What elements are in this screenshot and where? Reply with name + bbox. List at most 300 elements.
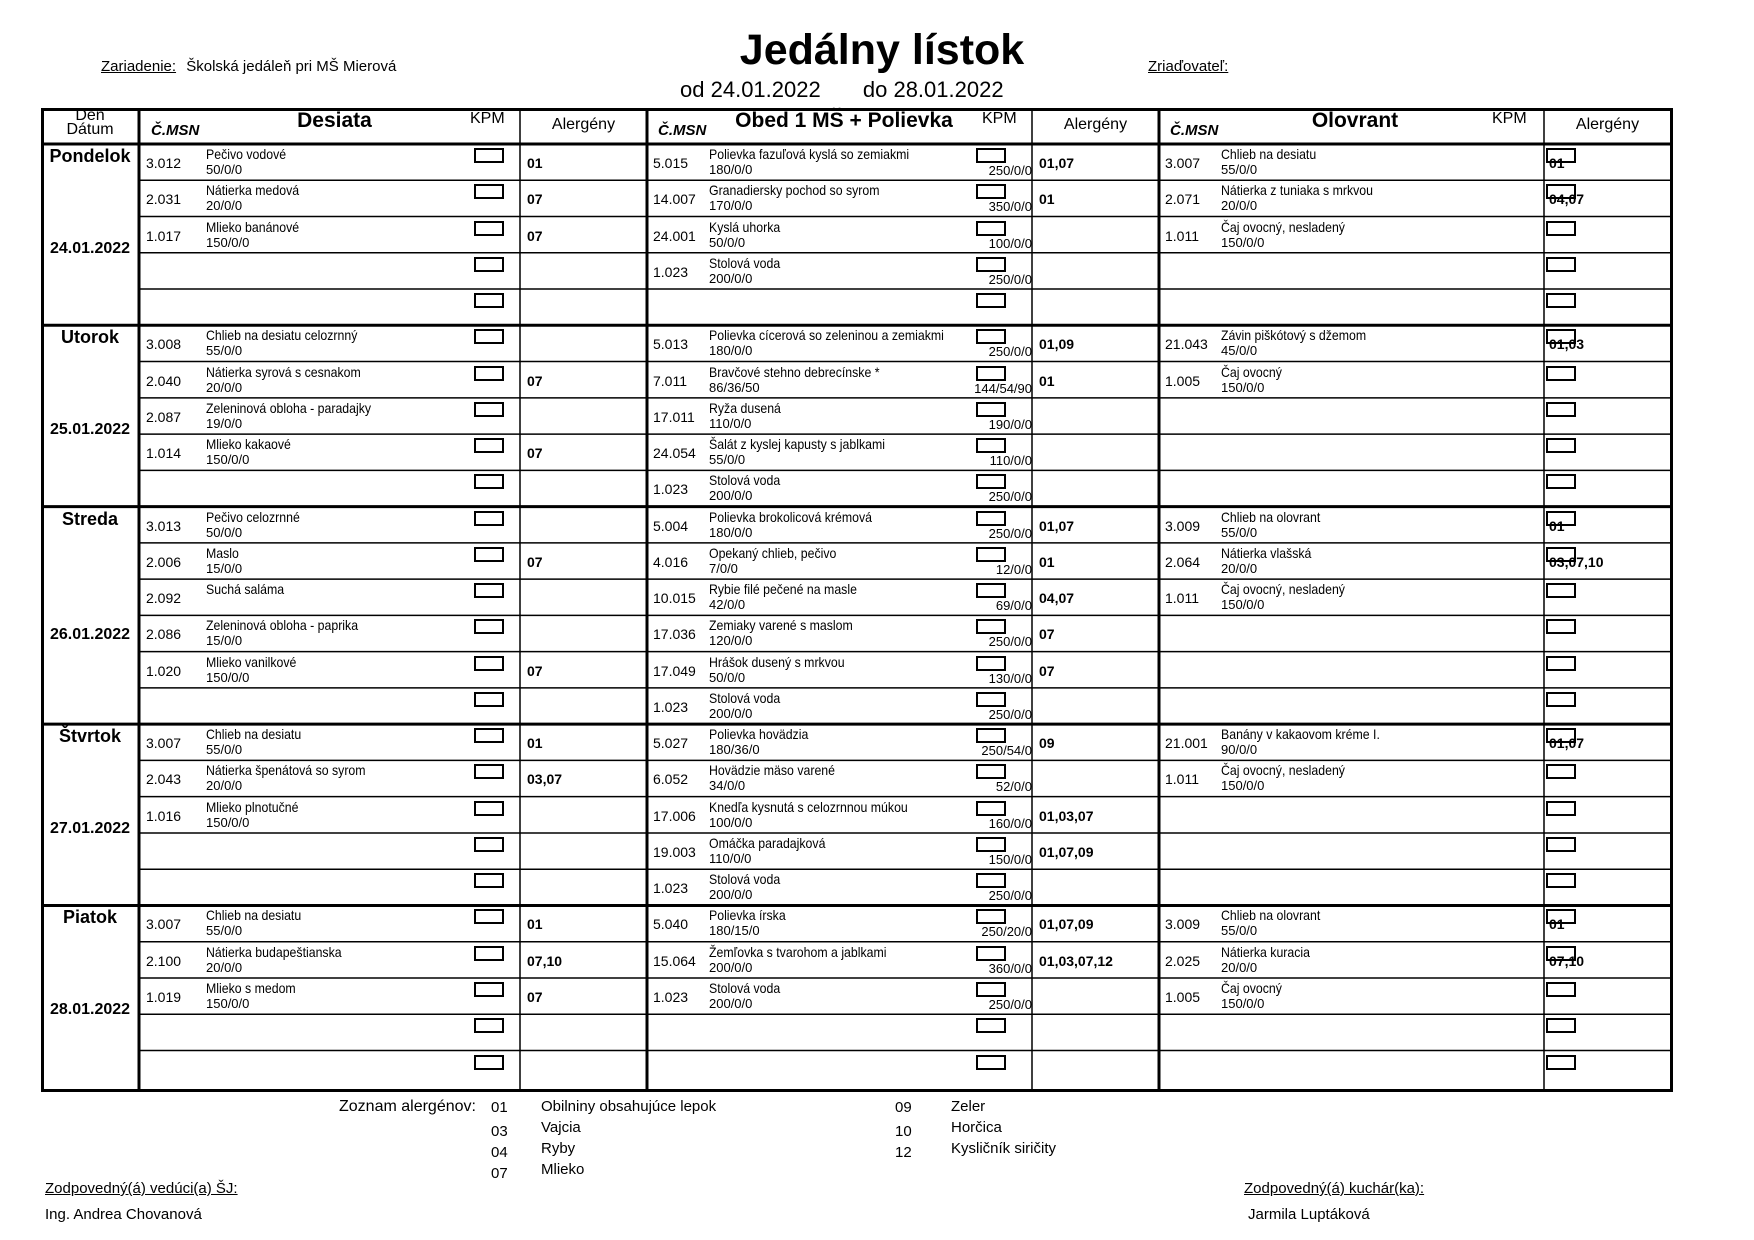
obed-item-portion-large: 250/20/0 xyxy=(981,924,1032,940)
obed-item-name: Stolová voda xyxy=(709,689,781,706)
header-obed-title: Obed 1 MŠ + Polievka xyxy=(735,109,953,132)
olovrant-item-allergens: 04,07 xyxy=(1549,191,1585,208)
obed-item-portion: 180/0/0 xyxy=(709,162,753,177)
obed-item-name: Polievka fazuľová kyslá so zemiakmi xyxy=(709,146,910,162)
facility-value: Školská jedáleň pri MŠ Mierová xyxy=(186,58,397,75)
desiata-kpm-checkbox[interactable] xyxy=(474,837,504,852)
obed-item-allergens: 07 xyxy=(1039,626,1055,643)
olovrant-item-allergens: 01 xyxy=(1549,155,1565,171)
obed-kpm-checkbox[interactable] xyxy=(976,909,1006,924)
desiata-item-allergens: 03,07 xyxy=(527,771,563,788)
obed-item-portion-large: 250/0/0 xyxy=(988,163,1032,178)
allergen-name: Ryby xyxy=(541,1140,576,1157)
obed-item-portion-large: 250/0/0 xyxy=(988,489,1032,505)
desiata-kpm-checkbox[interactable] xyxy=(474,148,504,163)
header-kpm-olovrant: KPM xyxy=(1492,110,1527,127)
desiata-msn-code: 2.086 xyxy=(146,626,182,643)
allergen-legend-label: Zoznam alergénov: xyxy=(339,1098,476,1115)
desiata-kpm-checkbox[interactable] xyxy=(474,656,504,671)
to-date: 28.01.2022 xyxy=(893,77,1004,102)
desiata-kpm-checkbox[interactable] xyxy=(474,982,504,997)
olovrant-item-portion: 150/0/0 xyxy=(1221,234,1265,250)
olovrant-kpm-checkbox[interactable] xyxy=(1546,184,1576,199)
obed-msn-code: 1.023 xyxy=(653,698,689,715)
olovrant-msn-code: 1.011 xyxy=(1165,771,1199,788)
desiata-item-portion: 150/0/0 xyxy=(206,814,250,830)
obed-msn-code: 1.023 xyxy=(653,263,689,280)
desiata-kpm-checkbox[interactable] xyxy=(474,764,504,779)
header-olovrant-title: Olovrant xyxy=(1311,109,1399,132)
obed-msn-code: 1.023 xyxy=(653,481,689,498)
olovrant-item-name: Nátierka vlašská xyxy=(1221,544,1312,561)
day-date: 27.01.2022 xyxy=(49,819,131,837)
desiata-item-allergens: 07,10 xyxy=(527,952,563,969)
obed-item-portion-large: 250/0/0 xyxy=(988,271,1032,287)
obed-item-name: Stolová voda xyxy=(709,979,781,996)
day-name: Štvrtok xyxy=(58,726,121,747)
desiata-item-portion: 55/0/0 xyxy=(206,923,243,939)
obed-item-portion-large: 360/0/0 xyxy=(988,960,1032,976)
desiata-msn-code: 1.020 xyxy=(146,662,182,679)
olovrant-item-portion: 20/0/0 xyxy=(1221,959,1258,975)
obed-msn-code: 5.027 xyxy=(653,735,689,752)
desiata-msn-code: 3.012 xyxy=(146,155,182,171)
obed-kpm-checkbox[interactable] xyxy=(976,982,1006,997)
obed-kpm-checkbox[interactable] xyxy=(976,692,1006,707)
desiata-item-name: Pečivo celozrnné xyxy=(206,508,300,525)
obed-item-portion: 200/0/0 xyxy=(709,887,753,903)
obed-item-portion-large: 100/0/0 xyxy=(988,235,1032,251)
allergen-name: Horčica xyxy=(951,1119,1002,1136)
header-allergens-obed: Alergény xyxy=(1063,116,1128,133)
header-kpm-obed: KPM xyxy=(982,110,1017,127)
desiata-item-allergens: 01 xyxy=(527,155,543,171)
desiata-msn-code: 2.031 xyxy=(146,191,182,208)
header-msn-olovrant: Č.MSN xyxy=(1170,122,1219,139)
olovrant-item-portion: 150/0/0 xyxy=(1221,995,1265,1011)
obed-msn-code: 17.036 xyxy=(653,626,696,643)
obed-kpm-checkbox[interactable] xyxy=(976,511,1006,526)
olovrant-msn-code: 1.005 xyxy=(1165,372,1201,389)
obed-item-name: Omáčka paradajková xyxy=(709,834,826,851)
desiata-item-portion: 19/0/0 xyxy=(206,415,243,431)
olovrant-msn-code: 1.011 xyxy=(1165,227,1199,244)
olovrant-item-allergens: 01 xyxy=(1549,517,1565,534)
desiata-kpm-checkbox[interactable] xyxy=(474,438,504,453)
desiata-kpm-checkbox[interactable] xyxy=(474,184,504,199)
obed-kpm-checkbox[interactable] xyxy=(976,257,1006,272)
obed-item-portion: 34/0/0 xyxy=(709,778,746,794)
obed-kpm-checkbox[interactable] xyxy=(976,764,1006,779)
desiata-msn-code: 3.008 xyxy=(146,336,182,353)
obed-kpm-checkbox[interactable] xyxy=(976,547,1006,562)
day-name: Pondelok xyxy=(49,146,131,166)
desiata-item-name: Nátierka medová xyxy=(206,182,300,199)
desiata-item-name: Chlieb na desiatu celozrnný xyxy=(206,327,358,344)
obed-item-name: Polievka brokolicová krémová xyxy=(709,508,872,525)
desiata-item-name: Zeleninová obloha - paprika xyxy=(206,617,359,634)
obed-kpm-checkbox[interactable] xyxy=(976,474,1006,489)
desiata-item-allergens: 01 xyxy=(527,735,543,752)
olovrant-kpm-checkbox[interactable] xyxy=(1546,329,1576,344)
obed-item-name: Opekaný chlieb, pečivo xyxy=(709,544,837,561)
allergen-code: 09 xyxy=(895,1099,912,1116)
obed-msn-code: 5.013 xyxy=(653,336,689,353)
obed-kpm-checkbox[interactable] xyxy=(976,728,1006,743)
desiata-item-portion: 20/0/0 xyxy=(206,959,243,975)
obed-item-name: Žemľovka s tvarohom a jablkami xyxy=(709,943,887,960)
obed-msn-code: 15.064 xyxy=(653,952,696,969)
olovrant-item-portion: 55/0/0 xyxy=(1221,162,1258,177)
obed-item-name: Bravčové stehno debrecínske * xyxy=(709,363,880,380)
obed-item-portion: 110/0/0 xyxy=(709,415,752,431)
obed-kpm-checkbox[interactable] xyxy=(976,801,1006,816)
obed-kpm-checkbox[interactable] xyxy=(976,366,1006,381)
date-range xyxy=(680,77,1004,103)
obed-item-portion: 50/0/0 xyxy=(709,669,746,685)
olovrant-kpm-checkbox[interactable] xyxy=(1546,366,1576,381)
obed-item-portion-large: 12/0/0 xyxy=(995,561,1032,577)
obed-kpm-checkbox[interactable] xyxy=(976,656,1006,671)
olovrant-kpm-checkbox[interactable] xyxy=(1546,583,1576,598)
obed-item-allergens: 01,07 xyxy=(1039,517,1075,534)
olovrant-kpm-checkbox[interactable] xyxy=(1546,909,1576,924)
desiata-msn-code: 2.087 xyxy=(146,408,182,425)
obed-item-name: Hovädzie mäso varené xyxy=(709,762,836,779)
olovrant-kpm-checkbox[interactable] xyxy=(1546,692,1576,707)
obed-item-portion-large: 250/0/0 xyxy=(988,344,1032,360)
olovrant-kpm-checkbox[interactable] xyxy=(1546,982,1576,997)
allergen-code: 07 xyxy=(491,1165,508,1182)
obed-item-portion: 50/0/0 xyxy=(709,234,746,250)
desiata-msn-code: 3.007 xyxy=(146,735,182,752)
obed-item-allergens: 01,03,07 xyxy=(1039,807,1094,824)
allergen-code: 10 xyxy=(895,1123,912,1140)
desiata-item-portion: 15/0/0 xyxy=(206,633,243,649)
header-date-label: Dátum xyxy=(66,121,114,138)
olovrant-kpm-checkbox[interactable] xyxy=(1546,438,1576,453)
olovrant-msn-code: 3.009 xyxy=(1165,916,1201,933)
desiata-item-name: Chlieb na desiatu xyxy=(206,907,302,924)
allergen-name: Obilniny obsahujúce lepok xyxy=(541,1098,717,1115)
header-allergens-desiata: Alergény xyxy=(551,116,616,133)
allergen-name: Zeler xyxy=(951,1098,986,1115)
to-label: do xyxy=(862,77,888,102)
obed-item-portion-large: 250/0/0 xyxy=(988,525,1032,541)
obed-item-name: Zemiaky varené s maslom xyxy=(709,617,853,634)
olovrant-item-allergens: 03,07,10 xyxy=(1549,553,1604,570)
olovrant-kpm-checkbox[interactable] xyxy=(1546,474,1576,489)
olovrant-msn-code: 21.043 xyxy=(1165,336,1208,353)
olovrant-msn-code: 3.009 xyxy=(1165,517,1201,534)
desiata-kpm-checkbox[interactable] xyxy=(474,1055,504,1070)
allergen-code: 03 xyxy=(491,1123,508,1140)
olovrant-item-name: Nátierka kuracia xyxy=(1221,943,1311,960)
desiata-kpm-checkbox[interactable] xyxy=(474,619,504,634)
header-allergens-olovrant: Alergény xyxy=(1575,116,1640,133)
olovrant-kpm-checkbox[interactable] xyxy=(1546,1055,1576,1070)
obed-kpm-checkbox[interactable] xyxy=(976,184,1006,199)
obed-msn-code: 5.004 xyxy=(653,517,689,534)
desiata-item-name: Nátierka syrová s cesnakom xyxy=(206,363,361,380)
desiata-item-allergens: 07 xyxy=(527,191,543,208)
obed-item-name: Polievka hovädzia xyxy=(709,726,809,743)
obed-kpm-checkbox[interactable] xyxy=(976,583,1006,598)
olovrant-item-portion: 20/0/0 xyxy=(1221,560,1258,576)
obed-item-name: Ryža dusená xyxy=(709,399,781,416)
obed-msn-code: 17.011 xyxy=(653,408,695,425)
obed-item-allergens: 01,07,09 xyxy=(1039,843,1094,860)
olovrant-item-name: Chlieb na olovrant xyxy=(1221,907,1321,924)
olovrant-item-portion: 90/0/0 xyxy=(1221,742,1258,758)
desiata-item-portion: 50/0/0 xyxy=(206,162,243,177)
obed-kpm-checkbox[interactable] xyxy=(976,438,1006,453)
header-msn-desiata: Č.MSN xyxy=(151,122,200,139)
olovrant-kpm-checkbox[interactable] xyxy=(1546,293,1576,308)
obed-kpm-checkbox[interactable] xyxy=(976,402,1006,417)
obed-kpm-checkbox[interactable] xyxy=(976,221,1006,236)
obed-item-portion-large: 250/0/0 xyxy=(988,996,1032,1012)
olovrant-kpm-checkbox[interactable] xyxy=(1546,946,1576,961)
obed-msn-code: 7.011 xyxy=(653,372,687,389)
desiata-kpm-checkbox[interactable] xyxy=(474,692,504,707)
olovrant-item-portion: 150/0/0 xyxy=(1221,379,1265,395)
header-kpm-desiata: KPM xyxy=(470,110,505,127)
obed-item-portion-large: 250/54/0 xyxy=(981,743,1032,759)
desiata-msn-code: 1.017 xyxy=(146,227,182,244)
obed-item-portion-large: 190/0/0 xyxy=(988,416,1032,432)
desiata-kpm-checkbox[interactable] xyxy=(474,801,504,816)
olovrant-kpm-checkbox[interactable] xyxy=(1546,728,1576,743)
founder-label: Zriaďovateľ: xyxy=(1148,58,1229,75)
day-name: Utorok xyxy=(61,327,119,348)
obed-item-portion: 180/0/0 xyxy=(709,524,753,540)
desiata-item-allergens: 01 xyxy=(527,916,543,933)
day-name: Streda xyxy=(61,508,119,529)
obed-item-name: Šalát z kyslej kapusty s jablkami xyxy=(709,436,885,453)
olovrant-kpm-checkbox[interactable] xyxy=(1546,873,1576,888)
desiata-kpm-checkbox[interactable] xyxy=(474,1018,504,1033)
desiata-kpm-checkbox[interactable] xyxy=(474,909,504,924)
olovrant-kpm-checkbox[interactable] xyxy=(1546,148,1576,163)
obed-item-name: Stolová voda xyxy=(709,871,781,888)
obed-kpm-checkbox[interactable] xyxy=(976,946,1006,961)
desiata-msn-code: 1.014 xyxy=(146,445,182,462)
olovrant-kpm-checkbox[interactable] xyxy=(1546,656,1576,671)
obed-msn-code: 14.007 xyxy=(653,191,696,208)
obed-msn-code: 5.015 xyxy=(653,155,689,171)
obed-item-portion-large: 110/0/0 xyxy=(989,453,1032,469)
olovrant-item-name: Čaj ovocný xyxy=(1221,363,1282,380)
desiata-item-name: Mlieko banánové xyxy=(206,218,300,235)
olovrant-msn-code: 1.005 xyxy=(1165,988,1201,1005)
obed-kpm-checkbox[interactable] xyxy=(976,837,1006,852)
obed-item-portion-large: 250/0/0 xyxy=(988,888,1032,904)
desiata-item-name: Nátierka špenátová so syrom xyxy=(206,762,366,779)
obed-item-allergens: 04,07 xyxy=(1039,590,1075,607)
page-title: Jedálny lístok xyxy=(739,26,1025,74)
obed-item-name: Polievka cícerová so zeleninou a zemiakmi xyxy=(709,327,944,344)
obed-item-allergens: 07 xyxy=(1039,662,1055,679)
allergen-name: Mlieko xyxy=(541,1161,585,1178)
desiata-item-portion: 15/0/0 xyxy=(206,560,243,576)
desiata-item-name: Chlieb na desiatu xyxy=(206,726,302,743)
obed-item-allergens: 01,07,09 xyxy=(1039,916,1094,933)
olovrant-item-name: Závin piškótový s džemom xyxy=(1221,327,1367,344)
obed-item-portion-large: 250/0/0 xyxy=(988,706,1032,722)
olovrant-item-name: Banány v kakaovom kréme I. xyxy=(1221,726,1380,743)
obed-item-portion: 200/0/0 xyxy=(709,488,753,504)
facility-label: Zariadenie: xyxy=(101,58,177,75)
obed-item-portion-large: 144/54/90 xyxy=(974,380,1032,396)
desiata-item-portion: 150/0/0 xyxy=(206,452,250,468)
olovrant-kpm-checkbox[interactable] xyxy=(1546,837,1576,852)
obed-item-allergens: 01 xyxy=(1039,191,1055,208)
desiata-item-name: Mlieko kakaové xyxy=(206,436,291,453)
allergen-name: Kysličník siričity xyxy=(951,1140,1057,1157)
olovrant-item-allergens: 01,07 xyxy=(1549,735,1585,752)
desiata-item-allergens: 07 xyxy=(527,988,543,1005)
olovrant-item-name: Chlieb na desiatu xyxy=(1221,146,1317,162)
desiata-msn-code: 3.013 xyxy=(146,517,182,534)
allergen-code: 12 xyxy=(895,1144,912,1161)
desiata-item-portion: 50/0/0 xyxy=(206,524,243,540)
obed-item-portion: 86/36/50 xyxy=(709,379,760,395)
obed-kpm-checkbox[interactable] xyxy=(976,293,1006,308)
from-date: 24.01.2022 xyxy=(710,77,821,102)
desiata-msn-code: 2.043 xyxy=(146,771,182,788)
obed-item-portion: 200/0/0 xyxy=(709,995,753,1011)
desiata-item-name: Zeleninová obloha - paradajky xyxy=(206,399,372,416)
desiata-item-name: Mlieko vanilkové xyxy=(206,653,297,670)
obed-item-name: Stolová voda xyxy=(709,472,781,489)
day-date: 25.01.2022 xyxy=(49,420,131,438)
obed-msn-code: 10.015 xyxy=(653,590,696,607)
header-day-label: Deň xyxy=(75,107,105,124)
olovrant-item-name: Čaj ovocný, nesladený xyxy=(1221,218,1345,235)
day-date: 24.01.2022 xyxy=(49,239,131,257)
obed-item-portion: 200/0/0 xyxy=(709,270,753,286)
obed-msn-code: 6.052 xyxy=(653,771,689,788)
desiata-msn-code: 1.016 xyxy=(146,807,182,824)
olovrant-item-portion: 20/0/0 xyxy=(1221,198,1258,214)
desiata-item-portion: 150/0/0 xyxy=(206,995,250,1011)
allergen-name: Vajcia xyxy=(541,1119,581,1136)
desiata-item-portion: 150/0/0 xyxy=(206,234,250,250)
desiata-item-name: Mlieko plnotučné xyxy=(206,798,299,815)
allergen-code: 04 xyxy=(491,1144,508,1161)
desiata-kpm-checkbox[interactable] xyxy=(474,873,504,888)
olovrant-kpm-checkbox[interactable] xyxy=(1546,221,1576,236)
desiata-msn-code: 2.040 xyxy=(146,372,182,389)
desiata-kpm-checkbox[interactable] xyxy=(474,257,504,272)
olovrant-kpm-checkbox[interactable] xyxy=(1546,801,1576,816)
olovrant-msn-code: 2.025 xyxy=(1165,952,1201,969)
desiata-kpm-checkbox[interactable] xyxy=(474,474,504,489)
cook-name: Jarmila Luptáková xyxy=(1248,1206,1370,1223)
obed-item-portion-large: 150/0/0 xyxy=(988,851,1032,867)
olovrant-kpm-checkbox[interactable] xyxy=(1546,547,1576,562)
olovrant-kpm-checkbox[interactable] xyxy=(1546,402,1576,417)
olovrant-item-name: Čaj ovocný, nesladený xyxy=(1221,762,1345,779)
olovrant-msn-code: 21.001 xyxy=(1165,735,1208,752)
desiata-item-name: Maslo xyxy=(206,544,239,561)
allergen-code: 01 xyxy=(491,1099,508,1116)
desiata-kpm-checkbox[interactable] xyxy=(474,511,504,526)
obed-item-portion-large: 130/0/0 xyxy=(988,670,1032,686)
olovrant-msn-code: 3.007 xyxy=(1165,155,1201,171)
desiata-item-allergens: 07 xyxy=(527,662,543,679)
obed-msn-code: 1.023 xyxy=(653,880,689,897)
desiata-item-name: Nátierka budapeštianska xyxy=(206,943,342,960)
desiata-kpm-checkbox[interactable] xyxy=(474,583,504,598)
obed-item-portion: 42/0/0 xyxy=(709,597,746,613)
obed-item-portion: 55/0/0 xyxy=(709,452,746,468)
olovrant-kpm-checkbox[interactable] xyxy=(1546,511,1576,526)
desiata-kpm-checkbox[interactable] xyxy=(474,329,504,344)
obed-kpm-checkbox[interactable] xyxy=(976,1055,1006,1070)
obed-kpm-checkbox[interactable] xyxy=(976,148,1006,163)
obed-item-portion: 180/36/0 xyxy=(709,742,760,758)
desiata-kpm-checkbox[interactable] xyxy=(474,366,504,381)
desiata-item-portion: 55/0/0 xyxy=(206,742,243,758)
obed-kpm-checkbox[interactable] xyxy=(976,619,1006,634)
olovrant-item-portion: 45/0/0 xyxy=(1221,343,1258,359)
desiata-kpm-checkbox[interactable] xyxy=(474,402,504,417)
olovrant-item-name: Čaj ovocný, nesladený xyxy=(1221,581,1345,598)
desiata-item-portion: 20/0/0 xyxy=(206,379,243,395)
desiata-msn-code: 2.006 xyxy=(146,553,182,570)
cook-label: Zodpovedný(á) kuchár(ka): xyxy=(1244,1180,1425,1197)
olovrant-msn-code: 2.071 xyxy=(1165,191,1201,208)
obed-kpm-checkbox[interactable] xyxy=(976,1018,1006,1033)
day-name: Piatok xyxy=(62,907,118,928)
desiata-msn-code: 2.100 xyxy=(146,952,182,969)
desiata-kpm-checkbox[interactable] xyxy=(474,221,504,236)
obed-item-portion: 180/0/0 xyxy=(709,343,753,359)
olovrant-kpm-checkbox[interactable] xyxy=(1546,257,1576,272)
desiata-msn-code: 3.007 xyxy=(146,916,182,933)
obed-msn-code: 5.040 xyxy=(653,916,689,933)
obed-item-allergens: 01,07 xyxy=(1039,155,1075,171)
olovrant-kpm-checkbox[interactable] xyxy=(1546,764,1576,779)
desiata-msn-code: 1.019 xyxy=(146,988,182,1005)
desiata-item-portion: 20/0/0 xyxy=(206,778,243,794)
olovrant-msn-code: 2.064 xyxy=(1165,553,1201,570)
desiata-item-portion: 55/0/0 xyxy=(206,343,243,359)
olovrant-kpm-checkbox[interactable] xyxy=(1546,1018,1576,1033)
obed-msn-code: 4.016 xyxy=(653,553,689,570)
desiata-kpm-checkbox[interactable] xyxy=(474,728,504,743)
olovrant-item-allergens: 01,03 xyxy=(1549,336,1585,353)
obed-item-allergens: 01 xyxy=(1039,553,1055,570)
desiata-item-name: Pečivo vodové xyxy=(206,146,287,162)
obed-msn-code: 1.023 xyxy=(653,988,689,1005)
desiata-kpm-checkbox[interactable] xyxy=(474,946,504,961)
desiata-item-allergens: 07 xyxy=(527,227,543,244)
desiata-kpm-checkbox[interactable] xyxy=(474,293,504,308)
olovrant-item-name: Čaj ovocný xyxy=(1221,979,1282,996)
obed-kpm-checkbox[interactable] xyxy=(976,873,1006,888)
desiata-item-name: Mlieko s medom xyxy=(206,979,296,996)
obed-kpm-checkbox[interactable] xyxy=(976,329,1006,344)
obed-msn-code: 24.054 xyxy=(653,445,696,462)
obed-item-portion: 100/0/0 xyxy=(709,814,753,830)
olovrant-item-portion: 150/0/0 xyxy=(1221,778,1265,794)
olovrant-kpm-checkbox[interactable] xyxy=(1546,619,1576,634)
desiata-kpm-checkbox[interactable] xyxy=(474,547,504,562)
day-date: 28.01.2022 xyxy=(49,1001,131,1019)
